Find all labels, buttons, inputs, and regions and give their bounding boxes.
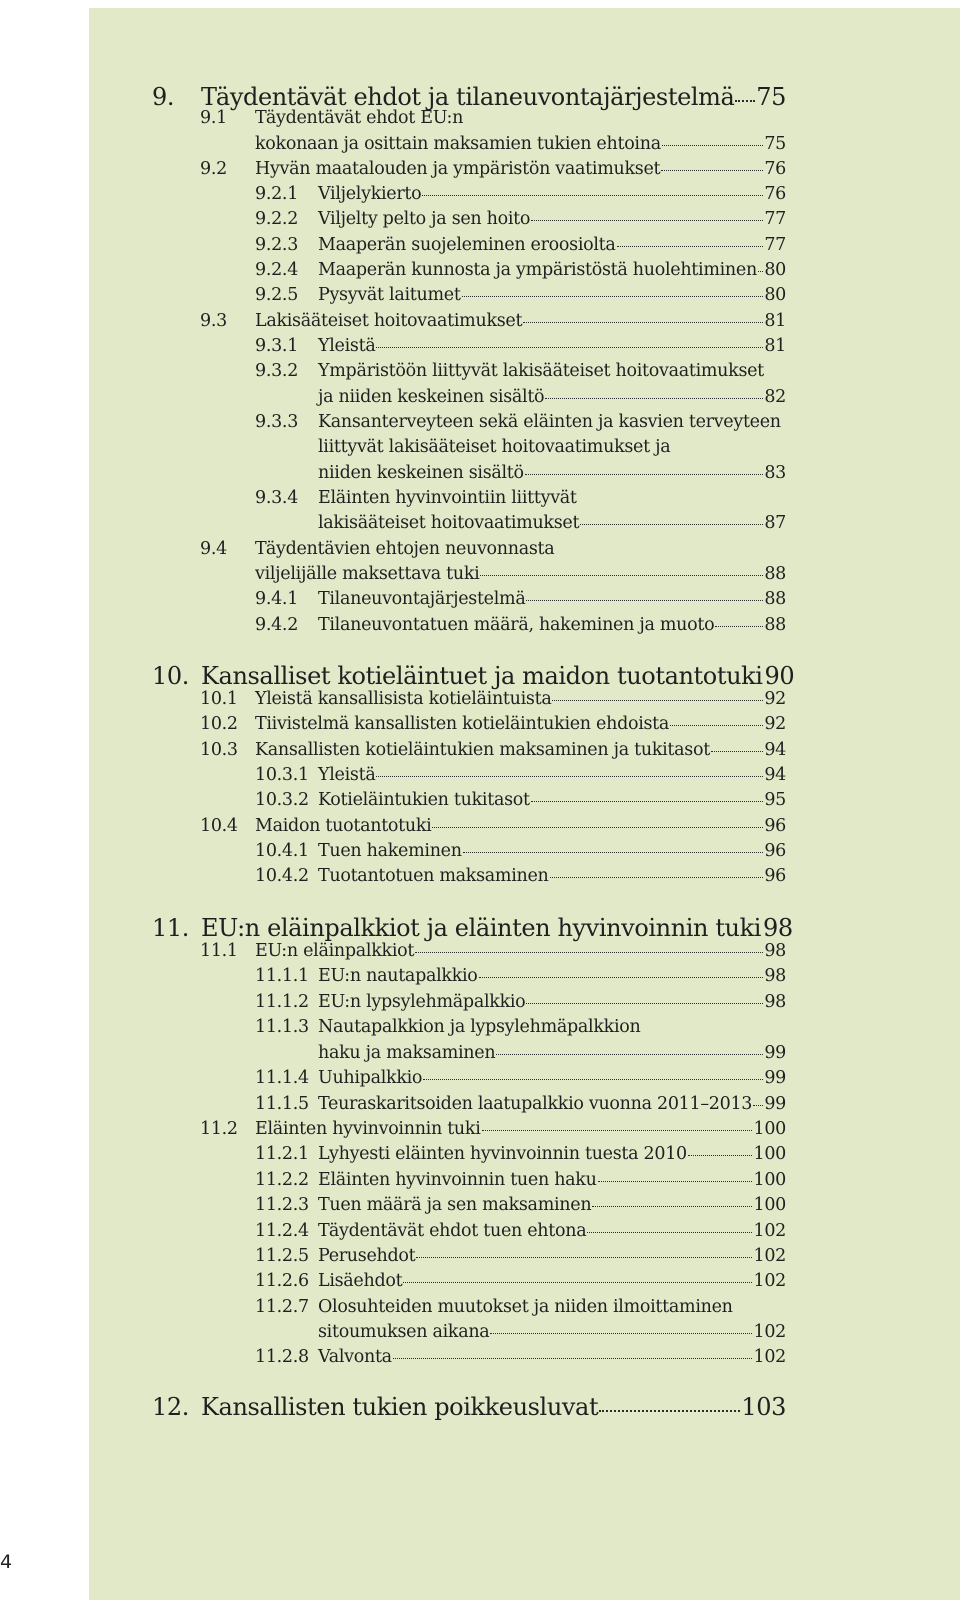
toc-entry-title: Maaperän kunnosta ja ympäristöstä huolehtiminen xyxy=(318,260,757,280)
toc-entry-title: EU:n lypsylehmäpalkkio xyxy=(318,992,526,1012)
toc-entry-row xyxy=(318,1043,786,1063)
toc-entry-number: 11.2.6 xyxy=(255,1271,309,1291)
toc-entry-number: 9.4 xyxy=(200,539,227,559)
toc-entry-row xyxy=(318,513,786,533)
toc-entry-page: 87 xyxy=(764,513,786,533)
toc-entry-title: Viljelty pelto ja sen hoito xyxy=(318,209,531,229)
toc-entry-row xyxy=(200,714,786,734)
toc-entry-page: 95 xyxy=(764,790,786,810)
toc-entry-title: Tilaneuvontatuen määrä, hakeminen ja muoto xyxy=(318,615,715,635)
dot-leader xyxy=(599,1410,740,1412)
toc-entry-row xyxy=(255,1017,786,1037)
toc-entry-number: 11.1.2 xyxy=(255,992,309,1012)
toc-entry-number: 11.1 xyxy=(200,941,238,961)
page-number: 4 xyxy=(0,1551,13,1573)
toc-entry-number: 9.3.2 xyxy=(255,361,299,381)
toc-entry-title: Kansallisten kotieläintukien maksaminen ja tukitasot xyxy=(255,740,710,760)
toc-entry-title: kokonaan ja osittain maksamien tukien ehtoina xyxy=(255,134,661,154)
toc-entry-number: 9.3 xyxy=(200,311,227,331)
toc-entry-title: Lakisääteiset hoitovaatimukset xyxy=(255,311,523,331)
toc-entry-title: Nautapalkkion ja lypsylehmäpalkkion xyxy=(318,1017,641,1037)
toc-entry-number: 11. xyxy=(152,914,189,942)
toc-entry-number: 10.3 xyxy=(200,740,238,760)
dot-leader xyxy=(545,398,763,399)
toc-entry-title: Kansallisten tukien poikkeusluvat xyxy=(201,1393,599,1421)
toc-entry-page: 77 xyxy=(764,209,786,229)
toc-entry-title: Täydentävät ehdot tuen ehtona xyxy=(318,1221,587,1241)
dot-leader xyxy=(479,977,764,978)
toc-entry-title: EU:n eläinpalkkiot ja eläinten hyvinvoinnin tuki xyxy=(201,914,762,942)
toc-entry-title: Uuhipalkkio xyxy=(318,1068,423,1088)
dot-leader xyxy=(376,347,763,348)
dot-leader xyxy=(463,852,764,853)
dot-leader xyxy=(376,776,763,777)
toc-entry-title: Yleistä xyxy=(318,765,376,785)
toc-entry-title: Eläinten hyvinvoinnin tuki xyxy=(255,1119,481,1139)
toc-entry-row xyxy=(255,488,786,508)
toc-entry-number: 12. xyxy=(152,1393,189,1421)
toc-entry-row xyxy=(318,437,786,457)
toc-entry-row xyxy=(200,941,786,961)
toc-entry-number: 10.4.1 xyxy=(255,841,309,861)
toc-entry-row xyxy=(255,1297,786,1317)
dot-leader xyxy=(422,195,763,196)
dot-leader xyxy=(598,1181,753,1182)
toc-entry-number: 9.2.1 xyxy=(255,184,299,204)
toc-entry-title: Lyhyesti eläinten hyvinvoinnin tuesta 2010 xyxy=(318,1144,687,1164)
dot-leader xyxy=(526,600,763,601)
dot-leader xyxy=(415,952,763,953)
toc-entry-title: Tuotantotuen maksaminen xyxy=(318,866,549,886)
toc-entry-row xyxy=(255,564,786,584)
toc-entry-page: 100 xyxy=(753,1170,786,1190)
toc-chapter-row xyxy=(152,662,795,690)
toc-entry-number: 10. xyxy=(152,662,189,690)
dot-leader xyxy=(753,1105,763,1106)
toc-entry-title: liittyvät lakisääteiset hoitovaatimukset ja xyxy=(318,437,671,457)
toc-entry-page: 80 xyxy=(764,285,786,305)
toc-chapter-row xyxy=(152,914,793,942)
toc-entry-page: 98 xyxy=(764,992,786,1012)
toc-entry-page: 92 xyxy=(764,689,786,709)
toc-entry-title: Täydentävät ehdot ja tilaneuvontajärjestelmä xyxy=(201,83,735,111)
dot-leader xyxy=(482,1130,753,1131)
dot-leader xyxy=(552,700,763,701)
toc-entry-row xyxy=(318,387,786,407)
dot-leader xyxy=(496,1054,763,1055)
toc-entry-row xyxy=(255,841,786,861)
toc-entry-title: Maidon tuotantotuki xyxy=(255,816,432,836)
toc-entry-title: Täydentävien ehtojen neuvonnasta xyxy=(255,539,555,559)
toc-entry-title: ja niiden keskeinen sisältö xyxy=(318,387,545,407)
toc-entry-title: Perusehdot xyxy=(318,1246,416,1266)
dot-leader xyxy=(526,1003,763,1004)
toc-entry-page: 92 xyxy=(764,714,786,734)
toc-entry-row xyxy=(200,539,786,559)
toc-entry-page: 82 xyxy=(764,387,786,407)
toc-entry-page: 100 xyxy=(753,1119,786,1139)
dot-leader xyxy=(735,100,755,102)
toc-entry-title: viljelijälle maksettava tuki xyxy=(255,564,480,584)
toc-entry-number: 11.1.4 xyxy=(255,1068,309,1088)
dot-leader xyxy=(393,1358,753,1359)
toc-entry-page: 100 xyxy=(753,1195,786,1215)
dot-leader xyxy=(715,626,763,627)
toc-entry-page: 90 xyxy=(764,662,795,690)
toc-entry-title: Eläinten hyvinvoinnin tuen haku xyxy=(318,1170,597,1190)
dot-leader xyxy=(758,271,763,272)
dot-leader xyxy=(661,170,763,171)
toc-entry-page: 102 xyxy=(753,1246,786,1266)
toc-entry-page: 99 xyxy=(764,1094,786,1114)
toc-entry-title: Viljelykierto xyxy=(318,184,422,204)
dot-leader xyxy=(592,1206,752,1207)
dot-leader xyxy=(432,827,763,828)
toc-entry-number: 9.4.1 xyxy=(255,589,299,609)
toc-entry-row xyxy=(200,108,786,128)
toc-entry-title: lakisääteiset hoitovaatimukset xyxy=(318,513,580,533)
toc-entry-page: 88 xyxy=(764,589,786,609)
toc-entry-title: niiden keskeinen sisältö xyxy=(318,463,524,483)
toc-entry-number: 11.2.5 xyxy=(255,1246,309,1266)
toc-entry-number: 11.2.3 xyxy=(255,1195,309,1215)
toc-entry-row xyxy=(255,235,786,255)
toc-entry-page: 76 xyxy=(764,184,786,204)
toc-entry-title: Yleistä xyxy=(318,336,376,356)
dot-leader xyxy=(531,220,763,221)
toc-entry-row xyxy=(200,159,786,179)
toc-entry-number: 9.2.3 xyxy=(255,235,299,255)
toc-entry-row xyxy=(255,790,786,810)
toc-entry-row xyxy=(255,1170,786,1190)
toc-entry-number: 11.2.2 xyxy=(255,1170,309,1190)
toc-entry-number: 11.1.1 xyxy=(255,966,309,986)
toc-entry-row xyxy=(255,184,786,204)
toc-entry-page: 81 xyxy=(764,336,786,356)
toc-entry-number: 11.1.5 xyxy=(255,1094,309,1114)
toc-entry-title: Pysyvät laitumet xyxy=(318,285,461,305)
toc-entry-title: Täydentävät ehdot EU:n xyxy=(255,108,464,128)
toc-entry-page: 88 xyxy=(764,615,786,635)
toc-entry-title: Tuen määrä ja sen maksaminen xyxy=(318,1195,592,1215)
toc-entry-title: EU:n nautapalkkio xyxy=(318,966,478,986)
toc-entry-row xyxy=(255,361,786,381)
toc-entry-number: 10.1 xyxy=(200,689,238,709)
toc-entry-page: 102 xyxy=(753,1271,786,1291)
toc-entry-page: 100 xyxy=(753,1144,786,1164)
toc-entry-page: 75 xyxy=(756,83,786,111)
toc-entry-row xyxy=(255,1144,786,1164)
toc-entry-title: Tuen hakeminen xyxy=(318,841,462,861)
toc-entry-title: Eläinten hyvinvointiin liittyvät xyxy=(318,488,577,508)
dot-leader xyxy=(662,145,763,146)
toc-entry-number: 9.2.2 xyxy=(255,209,299,229)
toc-entry-page: 96 xyxy=(764,841,786,861)
toc-entry-title: Valvonta xyxy=(318,1347,392,1367)
toc-entry-row xyxy=(255,589,786,609)
toc-entry-title: Hyvän maatalouden ja ympäristön vaatimukset xyxy=(255,159,661,179)
toc-entry-page: 96 xyxy=(764,866,786,886)
dot-leader xyxy=(423,1079,763,1080)
dot-leader xyxy=(490,1333,752,1334)
toc-entry-row xyxy=(200,689,786,709)
dot-leader xyxy=(688,1155,753,1156)
toc-entry-number: 9.1 xyxy=(200,108,227,128)
toc-entry-number: 9.3.3 xyxy=(255,412,299,432)
toc-entry-number: 9.2.4 xyxy=(255,260,299,280)
toc-entry-row xyxy=(255,1094,786,1114)
toc-entry-row xyxy=(255,336,786,356)
toc-entry-number: 9. xyxy=(152,83,175,111)
toc-entry-title: Lisäehdot xyxy=(318,1271,403,1291)
toc-entry-page: 98 xyxy=(764,966,786,986)
toc-entry-page: 102 xyxy=(753,1221,786,1241)
toc-entry-number: 9.2.5 xyxy=(255,285,299,305)
toc-entry-page: 98 xyxy=(764,941,786,961)
toc-entry-title: Maaperän suojeleminen eroosiolta xyxy=(318,235,616,255)
toc-entry-number: 10.2 xyxy=(200,714,238,734)
toc-entry-number: 11.2.1 xyxy=(255,1144,309,1164)
toc-entry-row xyxy=(255,615,786,635)
dot-leader xyxy=(670,725,763,726)
toc-entry-number: 9.3.4 xyxy=(255,488,299,508)
dot-leader xyxy=(523,322,763,323)
toc-entry-page: 99 xyxy=(764,1043,786,1063)
dot-leader xyxy=(550,877,764,878)
toc-entry-number: 9.2 xyxy=(200,159,227,179)
toc-entry-row xyxy=(255,1347,786,1367)
toc-entry-number: 11.2 xyxy=(200,1119,238,1139)
toc-entry-row xyxy=(255,992,786,1012)
dot-leader xyxy=(531,801,764,802)
toc-entry-page: 96 xyxy=(764,816,786,836)
toc-entry-title: Yleistä kansallisista kotieläintuista xyxy=(255,689,552,709)
toc-entry-page: 102 xyxy=(753,1322,786,1342)
toc-entry-page: 77 xyxy=(764,235,786,255)
dot-leader xyxy=(525,474,764,475)
toc-entry-row xyxy=(200,816,786,836)
toc-entry-page: 75 xyxy=(764,134,786,154)
toc-entry-title: Olosuhteiden muutokset ja niiden ilmoittaminen xyxy=(318,1297,733,1317)
toc-entry-number: 9.3.1 xyxy=(255,336,299,356)
toc-entry-title: Ympäristöön liittyvät lakisääteiset hoitovaatimukset xyxy=(318,361,764,381)
dot-leader xyxy=(480,575,763,576)
toc-entry-title: Kansalliset kotieläintuet ja maidon tuotantotuki xyxy=(201,662,763,690)
dot-leader xyxy=(462,296,764,297)
toc-entry-row xyxy=(200,740,786,760)
toc-entry-row xyxy=(255,1195,786,1215)
toc-entry-page: 103 xyxy=(741,1393,786,1421)
toc-entry-row xyxy=(255,1246,786,1266)
dot-leader xyxy=(403,1282,752,1283)
toc-entry-row xyxy=(255,966,786,986)
toc-entry-page: 102 xyxy=(753,1347,786,1367)
toc-entry-number: 11.2.4 xyxy=(255,1221,309,1241)
toc-entry-number: 10.4.2 xyxy=(255,866,309,886)
toc-entry-row xyxy=(255,134,786,154)
toc-entry-row xyxy=(255,209,786,229)
toc-entry-row xyxy=(318,1322,786,1342)
toc-entry-page: 80 xyxy=(764,260,786,280)
toc-entry-number: 10.3.2 xyxy=(255,790,309,810)
toc-chapter-row xyxy=(152,1393,786,1421)
toc-entry-row xyxy=(255,866,786,886)
toc-entry-row xyxy=(255,412,786,432)
toc-entry-row xyxy=(255,260,786,280)
toc-entry-row xyxy=(318,463,786,483)
toc-entry-page: 81 xyxy=(764,311,786,331)
toc-entry-title: sitoumuksen aikana xyxy=(318,1322,490,1342)
toc-entry-title: EU:n eläinpalkkiot xyxy=(255,941,415,961)
toc-entry-row xyxy=(200,311,786,331)
toc-entry-page: 98 xyxy=(763,914,793,942)
toc-entry-row xyxy=(255,285,786,305)
toc-entry-title: Kansanterveyteen sekä eläinten ja kasvien terveyteen xyxy=(318,412,781,432)
toc-entry-page: 99 xyxy=(764,1068,786,1088)
toc-entry-page: 94 xyxy=(764,740,786,760)
toc-chapter-row xyxy=(152,83,786,111)
toc-entry-number: 10.3.1 xyxy=(255,765,309,785)
toc-entry-page: 88 xyxy=(764,564,786,584)
toc-entry-title: Tiivistelmä kansallisten kotieläintukien ehdoista xyxy=(255,714,670,734)
toc-entry-title: Teuraskaritsoiden laatupalkkio vuonna 2011–2013 xyxy=(318,1094,753,1114)
toc-entry-row xyxy=(255,1271,786,1291)
dot-leader xyxy=(416,1257,752,1258)
toc-entry-number: 11.2.7 xyxy=(255,1297,309,1317)
toc-entry-number: 11.2.8 xyxy=(255,1347,309,1367)
toc-entry-row xyxy=(255,1068,786,1088)
toc-entry-title: haku ja maksaminen xyxy=(318,1043,496,1063)
dot-leader xyxy=(587,1232,752,1233)
toc-entry-title: Tilaneuvontajärjestelmä xyxy=(318,589,526,609)
toc-entry-page: 83 xyxy=(764,463,786,483)
toc-entry-row xyxy=(255,1221,786,1241)
toc-entry-page: 76 xyxy=(764,159,786,179)
toc-entry-title: Kotieläintukien tukitasot xyxy=(318,790,530,810)
toc-entry-number: 9.4.2 xyxy=(255,615,299,635)
toc-entry-number: 10.4 xyxy=(200,816,238,836)
toc-entry-number: 11.1.3 xyxy=(255,1017,309,1037)
toc-entry-page: 94 xyxy=(764,765,786,785)
dot-leader xyxy=(580,524,763,525)
dot-leader xyxy=(711,751,763,752)
toc-entry-row xyxy=(200,1119,786,1139)
toc-entry-row xyxy=(255,765,786,785)
dot-leader xyxy=(617,246,764,247)
